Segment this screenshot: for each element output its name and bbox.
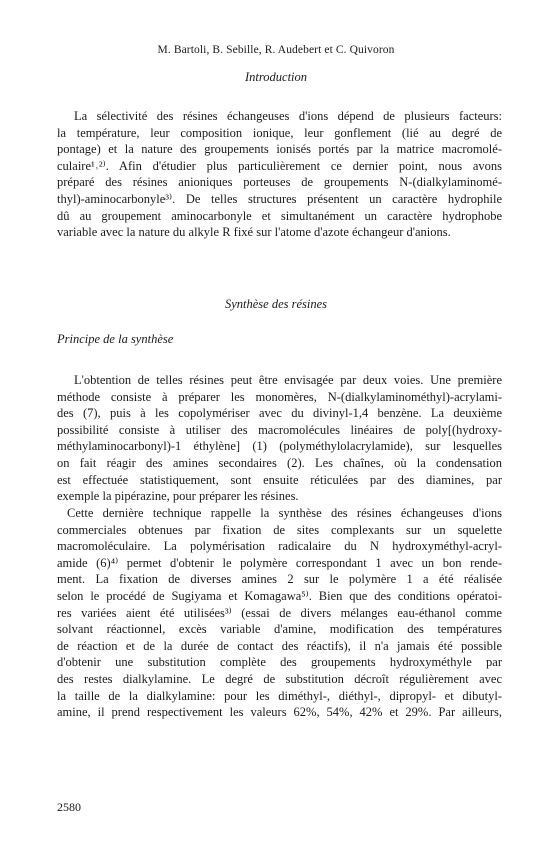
text-line: méthylaminocarbonyl)-1 éthylène] (1) (polyméthylolacrylamide), sur lesquelles [57, 439, 502, 454]
subsection-title-principle: Principe de la synthèse [57, 332, 174, 346]
text-line: culaire¹˒²⁾. Afin d'étudier plus particulièrement ce dernier point, nous avons [57, 158, 502, 173]
text-line: la taille de la dialkylamine: pour les diméthyl-, diéthyl-, dipropyl- et dibutyl- [57, 688, 502, 703]
text-line: on fait réagir des amines secondaires (2). Les chaînes, où la condensation [57, 455, 502, 470]
section-title-synthesis: Synthèse des résines [224, 297, 328, 311]
text-line: pontage) et la nature des groupements ionisés portés par la matrice macromolé- [57, 142, 502, 157]
text-line: thyl)-aminocarbonyle³⁾. De telles structures présentent un caractère hydrophile [57, 191, 502, 206]
text-line: amine, il prend respectivement les valeurs 62%, 54%, 42% et 29%. Par ailleurs, [57, 705, 502, 720]
text-line: La sélectivité des résines échangeuses d'ions dépend de plusieurs facteurs: [74, 109, 502, 123]
text-line: solvant réactionnel, excès variable d'amine, modification des températures [57, 622, 502, 637]
text-line: dû au groupement aminocarbonyle et simultanément un caractère hydrophobe [57, 208, 502, 223]
text-line: Cette dernière technique rappelle la synthèse des résines échangeuses d'ions [67, 506, 502, 520]
text-line: macromoléculaire. La polymérisation radicalaire du N hydroxyméthyl-acryl- [57, 539, 502, 554]
synthesis-paragraph-1 [57, 372, 502, 505]
introduction-paragraph [57, 108, 502, 241]
text-line: méthode consiste à préparer les monomères, N-(dialkylaminométhyl)-acrylami- [57, 389, 502, 404]
text-line: ment. La fixation de diverses amines 2 sur le polymère 1 a été réalisée [57, 572, 502, 587]
text-line: de réaction et de la durée de contact des réactifs), il n'a jamais été possible [57, 638, 502, 653]
synthesis-paragraph-2 [57, 505, 502, 721]
section-title-introduction: Introduction [244, 70, 308, 84]
text-line: res variées aient été utilisées³⁾ (essai de divers mélanges eau-éthanol comme [57, 605, 502, 620]
text-line: exemple la pipérazine, pour préparer les résines. [57, 489, 299, 504]
page-number: 2580 [57, 800, 81, 814]
text-line: des (7), puis à les copolymériser avec du divinyl-1,4 benzène. La deuxième [57, 406, 502, 421]
text-line: commerciales obtenues par fixation de sites complexants sur un squelette [57, 522, 502, 537]
text-line: selon le procédé de Sugiyama et Komagawa⁵⁾. Bien que des conditions opératoi- [57, 588, 502, 603]
text-line: préparé des résines anioniques porteuses de groupements N-(dialkylaminomé- [57, 175, 502, 190]
text-line: d'obtenir une substitution complète des groupements hydroxyméthyle par [57, 655, 502, 670]
text-line: la température, leur composition ionique, leur gonflement (lié au degré de [57, 125, 502, 140]
text-line: des restes dialkylamine. Le degré de substitution décroît régulièrement avec [57, 671, 502, 686]
text-line: est effectuée statistiquement, sont ensuite réticulées par des diamines, par [57, 472, 502, 487]
running-header-authors: M. Bartoli, B. Sebille, R. Audebert et C. Quivoron [157, 44, 395, 56]
text-line: possibilité consiste à utiliser des macromolécules linéaires de poly[(hydroxy- [57, 422, 502, 437]
text-line: variable avec la nature du alkyle R fixé sur l'atome d'azote échangeur d'anions. [57, 225, 451, 240]
text-line: amide (6)⁴⁾ permet d'obtenir le polymère correspondant 1 avec un bon rende- [57, 555, 502, 570]
text-line: L'obtention de telles résines peut être envisagée par deux voies. Une première [74, 373, 502, 387]
